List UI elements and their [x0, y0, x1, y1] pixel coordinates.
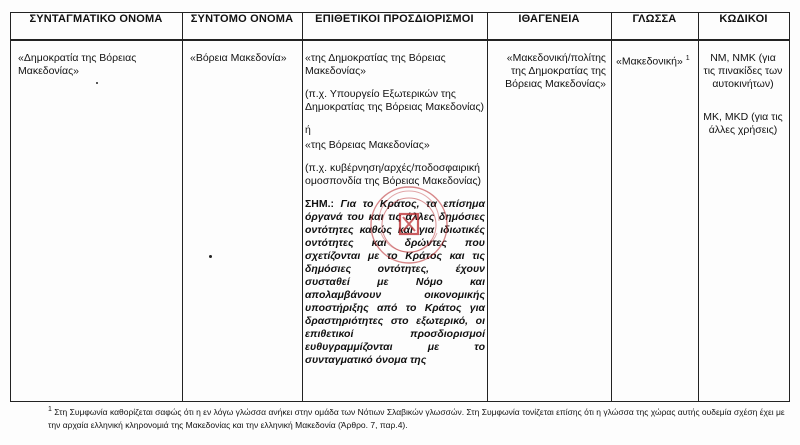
footnote-ref[interactable]: 1	[685, 55, 690, 62]
adjective-example-2: (π.χ. κυβέρνηση/αρχές/ποδοσφαιρική ομοσπονδία της Βόρειας Μακεδονίας)	[305, 162, 482, 187]
header-adjectives: ΕΠΙΘΕΤΙΚΟΙ ΠΡΟΣΔΙΟΡΙΣΜΟΙ	[315, 13, 474, 25]
footnote-text: Στη Συμφωνία καθορίζεται σαφώς ότι η εν λόγω γλώσσα ανήκει στην ομάδα των Νότιων Σλαβικών γλωσσών. Στη Συμφωνία τονίζεται επίσης ότι η γλώσσα της χώρας αυτής ουδεμία σχέση έχει με την αρχαία ελληνική κληρονομιά της Μακεδονίας και την ελληνική Μακεδονία (Άρθρο. 7, παρ.4).	[48, 406, 785, 430]
column-divider	[487, 12, 488, 402]
scan-speck	[96, 82, 98, 84]
or-separator: ή	[305, 124, 311, 136]
adjective-form-2: «της Βόρειας Μακεδονίας»	[305, 139, 430, 151]
language-cell	[616, 52, 696, 69]
footnote	[48, 403, 788, 432]
header-bottom-border	[10, 39, 790, 41]
short-name-cell: «Βόρεια Μακεδονία»	[190, 52, 287, 64]
column-divider	[182, 12, 183, 402]
column-divider	[698, 12, 699, 402]
header-language: ΓΛΩΣΣΑ	[632, 13, 677, 25]
scan-speck	[209, 255, 212, 258]
column-divider	[789, 12, 790, 402]
codes-cell	[703, 52, 783, 137]
table-bottom-border	[10, 401, 790, 402]
header-constitutional-name: ΣΥΝΤΑΓΜΑΤΙΚΟ ΟΝΟΜΑ	[29, 13, 163, 25]
note-text: Για το Κράτος, τα επίσημα όργανά του και τις άλλες δημόσιες οντότητες καθώς και για ιδιωτικές οντότητες και δρώντες που σχετίζονται με το Κράτος και τις δημόσιες οντότητες, έχουν συσταθεί με Νόμο και απολαμβάνουν οικονομικής υποστήριξης από το Κράτος για δραστηριότητες στο εξωτερικό, οι επιθετικοί προσδιορισμοί ευθυγραμμίζονται με το συνταγματικό όνομα της	[305, 198, 485, 366]
official-seal-stamp	[367, 183, 451, 267]
codes-other: MK, MKD (για τις άλλες χρήσεις)	[703, 111, 783, 136]
header-codes: ΚΩΔΙΚΟΙ	[719, 13, 768, 25]
column-divider	[302, 12, 303, 402]
footnote-number: 1	[48, 406, 52, 413]
column-divider	[10, 12, 11, 402]
header-nationality: ΙΘΑΓΕΝΕΙΑ	[518, 13, 580, 25]
adjective-form-1: «της Δημοκρατίας της Βόρειας Μακεδονίας»	[305, 52, 446, 77]
header-short-name: ΣΥΝΤΟΜΟ ΟΝΟΜΑ	[190, 13, 294, 25]
note-label: ΣΗΜ.:	[305, 198, 335, 210]
codes-license-plates: NM, NMK (για τις πινακίδες των αυτοκινήτων)	[703, 52, 783, 90]
constitutional-name-cell: «Δημοκρατία της Βόρειας Μακεδονίας»	[18, 52, 137, 77]
language-value: «Μακεδονική»	[616, 55, 683, 68]
adjective-example-1: (π.χ. Υπουργείο Εξωτερικών της Δημοκρατίας της Βόρειας Μακεδονίας)	[305, 88, 485, 113]
column-divider	[611, 12, 612, 402]
nationality-cell: «Μακεδονική/πολίτης της Δημοκρατίας της Βόρειας Μακεδονίας»	[505, 52, 606, 90]
